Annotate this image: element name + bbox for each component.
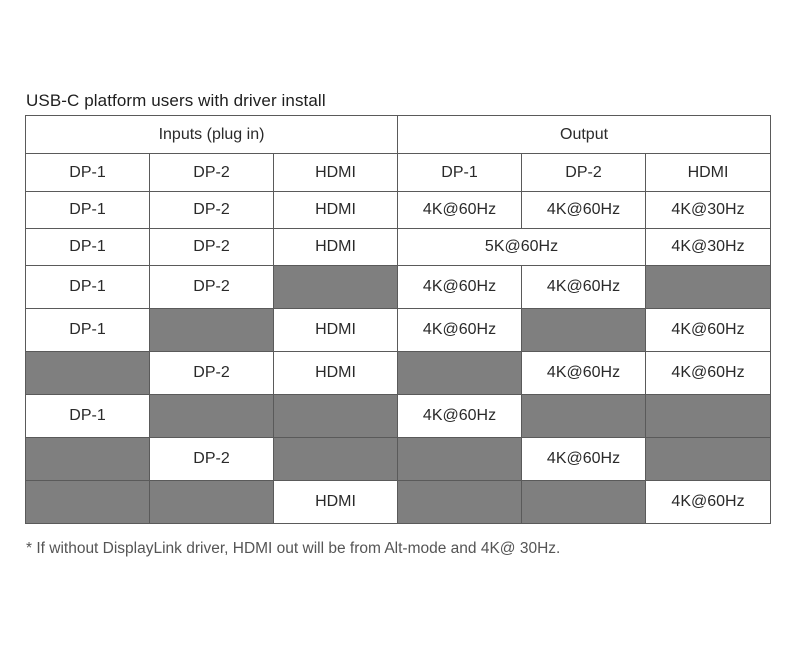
unavailable-cell <box>646 438 771 481</box>
table-row <box>26 229 771 266</box>
table-cell-merged: 5K@60Hz <box>398 229 646 266</box>
unavailable-cell <box>522 481 646 524</box>
unavailable-cell <box>274 266 398 309</box>
table-cell: 4K@60Hz <box>398 266 522 309</box>
table-cell: 4K@60Hz <box>522 438 646 481</box>
unavailable-cell <box>26 352 150 395</box>
table-cell: 4K@60Hz <box>522 352 646 395</box>
unavailable-cell <box>150 309 274 352</box>
table-cell: 4K@60Hz <box>398 395 522 438</box>
unavailable-cell <box>398 352 522 395</box>
unavailable-cell <box>150 481 274 524</box>
header-input-hdmi: HDMI <box>274 154 398 192</box>
unavailable-cell <box>646 266 771 309</box>
table-cell: DP-2 <box>150 266 274 309</box>
table-cell: 4K@60Hz <box>398 309 522 352</box>
unavailable-cell <box>274 438 398 481</box>
column-header-row <box>26 154 771 192</box>
display-support-table <box>25 115 771 524</box>
table-cell: DP-1 <box>26 309 150 352</box>
group-header-row <box>26 116 771 154</box>
table-cell: DP-1 <box>26 229 150 266</box>
table-cell: DP-2 <box>150 192 274 229</box>
table-cell: HDMI <box>274 481 398 524</box>
inputs-group-header: Inputs (plug in) <box>26 116 398 154</box>
table-cell: DP-1 <box>26 395 150 438</box>
table-cell: DP-1 <box>26 192 150 229</box>
table-cell: 4K@60Hz <box>646 352 771 395</box>
table-row <box>26 352 771 395</box>
unavailable-cell <box>398 438 522 481</box>
table-row <box>26 438 771 481</box>
table-cell: 4K@30Hz <box>646 192 771 229</box>
table-cell: 4K@60Hz <box>522 266 646 309</box>
unavailable-cell <box>26 438 150 481</box>
header-input-dp2: DP-2 <box>150 154 274 192</box>
table-row <box>26 481 771 524</box>
table-cell: HDMI <box>274 352 398 395</box>
table-cell: DP-2 <box>150 438 274 481</box>
footnote: * If without DisplayLink driver, HDMI out will be from Alt-mode and 4K@ 30Hz. <box>26 540 561 557</box>
table-cell: DP-1 <box>26 266 150 309</box>
table-row <box>26 309 771 352</box>
unavailable-cell <box>26 481 150 524</box>
table-cell: 4K@60Hz <box>646 309 771 352</box>
table-row <box>26 192 771 229</box>
unavailable-cell <box>398 481 522 524</box>
table-cell: HDMI <box>274 229 398 266</box>
table-title: USB-C platform users with driver install <box>26 91 326 110</box>
table-cell: DP-2 <box>150 352 274 395</box>
unavailable-cell <box>274 395 398 438</box>
table-row <box>26 395 771 438</box>
table-cell: 4K@30Hz <box>646 229 771 266</box>
header-output-dp1: DP-1 <box>398 154 522 192</box>
table-cell: HDMI <box>274 309 398 352</box>
unavailable-cell <box>646 395 771 438</box>
table-cell: 4K@60Hz <box>398 192 522 229</box>
unavailable-cell <box>522 309 646 352</box>
unavailable-cell <box>150 395 274 438</box>
unavailable-cell <box>522 395 646 438</box>
table-cell: 4K@60Hz <box>646 481 771 524</box>
header-output-hdmi: HDMI <box>646 154 771 192</box>
table-cell: DP-2 <box>150 229 274 266</box>
header-output-dp2: DP-2 <box>522 154 646 192</box>
table-cell: 4K@60Hz <box>522 192 646 229</box>
header-input-dp1: DP-1 <box>26 154 150 192</box>
table-cell: HDMI <box>274 192 398 229</box>
table-row <box>26 266 771 309</box>
output-group-header: Output <box>398 116 771 154</box>
